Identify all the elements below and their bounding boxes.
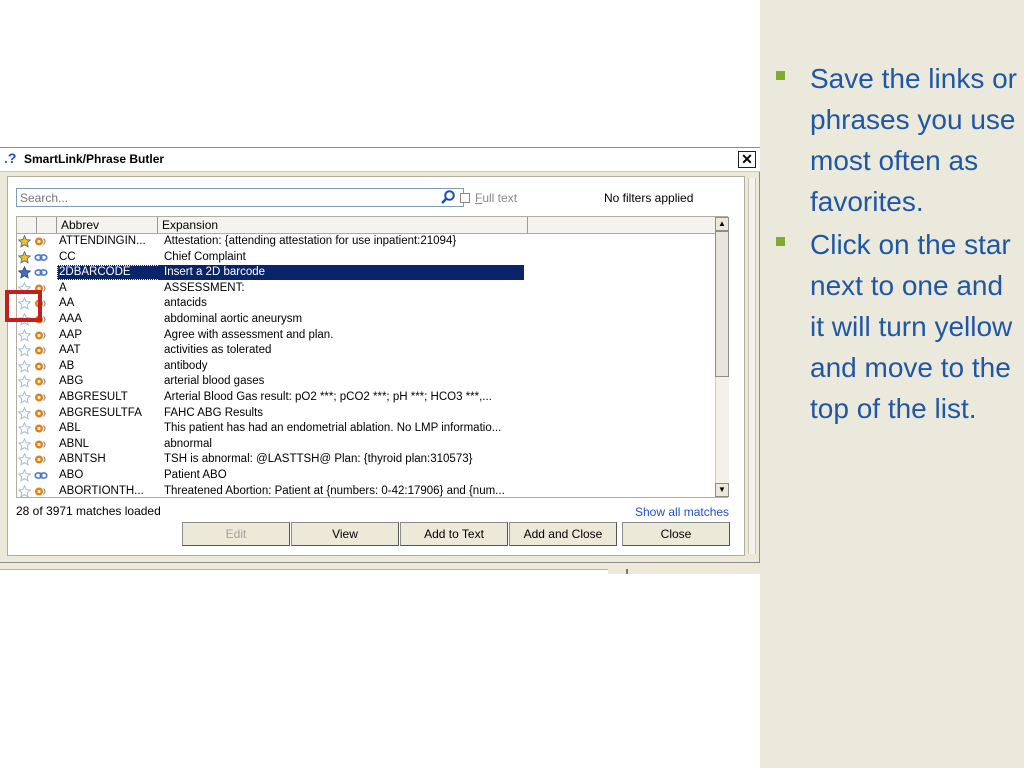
scroll-down-button[interactable]: ▼ (715, 483, 729, 497)
abbrev-cell: AB (59, 359, 75, 372)
expansion-cell: abnormal (164, 437, 212, 450)
smartphrase-icon (34, 376, 48, 387)
table-row[interactable] (17, 452, 728, 468)
smartphrase-icon (34, 439, 48, 450)
favorite-star-icon[interactable] (18, 344, 31, 357)
table-row[interactable] (17, 390, 728, 406)
abbrev-cell: A (59, 281, 67, 294)
expansion-cell: antibody (164, 359, 208, 372)
favorite-star-icon[interactable] (18, 266, 31, 279)
full-text-checkbox[interactable] (460, 193, 470, 203)
expansion-cell: Chief Complaint (164, 250, 246, 263)
favorite-star-icon[interactable] (18, 235, 31, 248)
table-row[interactable] (17, 374, 728, 390)
smartphrase-icon (34, 361, 48, 372)
favorite-star-icon[interactable] (18, 375, 31, 388)
abbrev-cell: CC (59, 250, 76, 263)
favorite-star-icon[interactable] (18, 453, 31, 466)
table-row[interactable] (17, 312, 728, 328)
smartphrase-icon (34, 408, 48, 419)
results-grid (16, 216, 728, 498)
add-and-close-button[interactable]: Add and Close (509, 522, 617, 546)
add-to-text-button[interactable]: Add to Text (400, 522, 508, 546)
full-text-label: Full text (475, 191, 518, 205)
expansion-cell: ASSESSMENT: (164, 281, 245, 294)
table-row[interactable] (17, 421, 728, 437)
notes-panel (760, 0, 1024, 768)
bullet-marker-icon (776, 71, 785, 80)
close-button[interactable]: Close (622, 522, 730, 546)
bullet-item: Click on the star next to one and it will turn yellow and move to the top of the list. (770, 224, 1022, 429)
smartphrase-icon (34, 236, 48, 247)
expansion-cell: abdominal aortic aneurysm (164, 312, 303, 325)
expansion-cell: Attestation: {attending attestation for use inpatient:21094} (164, 235, 457, 247)
smartphrase-icon (34, 423, 48, 434)
expansion-cell: Threatened Abortion: Patient at {numbers: 0-42:17906} and {num... (164, 484, 505, 497)
dialog-body (7, 176, 745, 556)
edit-button[interactable]: Edit (182, 522, 290, 546)
table-row[interactable] (17, 328, 728, 344)
smartlink-icon (34, 267, 48, 278)
table-row[interactable] (17, 406, 728, 422)
grid-rows (17, 234, 728, 498)
smartphrase-icon (34, 330, 48, 341)
expansion-cell: antacids (164, 297, 207, 310)
abbrev-cell: ABGRESULTFA (59, 406, 142, 419)
expansion-cell: Arterial Blood Gas result: pO2 ***; pCO2 ***; pH ***; HCO3 ***,... (164, 390, 492, 403)
smartlink-phrase-butler-dialog (0, 147, 760, 563)
abbrev-cell: AAT (59, 344, 81, 357)
table-row[interactable] (17, 359, 728, 375)
abbrev-cell: ABGRESULT (59, 390, 128, 403)
expansion-column-header[interactable]: Expansion (158, 217, 528, 233)
table-row[interactable] (17, 468, 728, 484)
abbrev-cell: ABO (59, 468, 84, 481)
favorite-star-icon[interactable] (18, 469, 31, 482)
favorite-star-icon[interactable] (18, 407, 31, 420)
dialog-title: SmartLink/Phrase Butler (24, 152, 165, 166)
table-row[interactable] (17, 437, 728, 453)
bullet-item: Save the links or phrases you use most often as favorites. (770, 58, 1022, 222)
favorite-star-icon[interactable] (18, 329, 31, 342)
help-icon: .? (4, 150, 17, 166)
table-row[interactable] (17, 234, 728, 250)
filters-status: No filters applied (604, 191, 694, 205)
table-row[interactable] (17, 281, 728, 297)
dialog-right-strip (748, 178, 756, 554)
smartphrase-icon (34, 345, 48, 356)
table-row[interactable] (17, 484, 728, 499)
expansion-cell: FAHC ABG Results (164, 406, 264, 419)
table-row[interactable] (17, 296, 728, 312)
view-button[interactable]: View (291, 522, 399, 546)
show-all-matches-link[interactable]: Show all matches (635, 505, 730, 519)
title-bar[interactable] (0, 148, 760, 172)
smartphrase-icon (34, 392, 48, 403)
favorite-column-header[interactable] (17, 217, 37, 233)
scrollbar-thumb[interactable] (715, 231, 729, 377)
smartlink-icon (34, 252, 48, 263)
abbrev-cell: ABL (59, 422, 81, 435)
abbrev-cell: AAP (59, 328, 83, 341)
table-row[interactable] (17, 265, 728, 281)
abbrev-column-header[interactable]: Abbrev (57, 217, 158, 233)
abbrev-cell: ABNL (59, 437, 90, 450)
abbrev-cell: ABNTSH (59, 453, 106, 466)
smartphrase-icon (34, 454, 48, 465)
smartlink-icon (34, 470, 48, 481)
favorite-star-icon[interactable] (18, 485, 31, 498)
grid-header (17, 217, 727, 234)
smartphrase-icon (34, 486, 48, 497)
table-row[interactable] (17, 250, 728, 266)
type-column-header[interactable] (37, 217, 57, 233)
favorite-star-icon[interactable] (18, 251, 31, 264)
bullet-list (770, 58, 1022, 431)
close-window-button[interactable]: ✕ (738, 151, 756, 168)
search-icon[interactable] (440, 189, 456, 205)
matches-loaded-count: 28 of 3971 matches loaded (16, 504, 161, 518)
window-bottom-tab (608, 569, 760, 574)
favorite-star-icon[interactable] (18, 422, 31, 435)
favorite-star-icon[interactable] (18, 360, 31, 373)
expansion-cell: activities as tolerated (164, 344, 272, 357)
expansion-cell: This patient has had an endometrial ablation. No LMP informatio... (164, 422, 502, 435)
abbrev-cell: ABG (59, 375, 84, 388)
expansion-cell: Insert a 2D barcode (158, 265, 524, 280)
expansion-cell: TSH is abnormal: @LASTTSH@ Plan: {thyroid plan:310573} (164, 453, 473, 466)
expansion-cell: Patient ABO (164, 468, 227, 481)
table-row[interactable] (17, 343, 728, 359)
abbrev-cell: ABORTIONTH... (59, 484, 144, 497)
bullet-marker-icon (776, 237, 785, 246)
abbrev-cell: AAA (59, 312, 83, 325)
favorite-star-icon[interactable] (18, 438, 31, 451)
abbrev-cell: ATTENDINGIN... (59, 235, 146, 247)
star-highlight-box (5, 290, 42, 322)
abbrev-cell: AA (59, 297, 75, 310)
search-input[interactable] (16, 188, 464, 207)
abbrev-cell: 2DBARCODE (57, 265, 160, 280)
expansion-cell: Agree with assessment and plan. (164, 328, 334, 341)
scroll-up-button[interactable]: ▲ (715, 217, 729, 231)
favorite-star-icon[interactable] (18, 391, 31, 404)
expansion-cell: arterial blood gases (164, 375, 265, 388)
